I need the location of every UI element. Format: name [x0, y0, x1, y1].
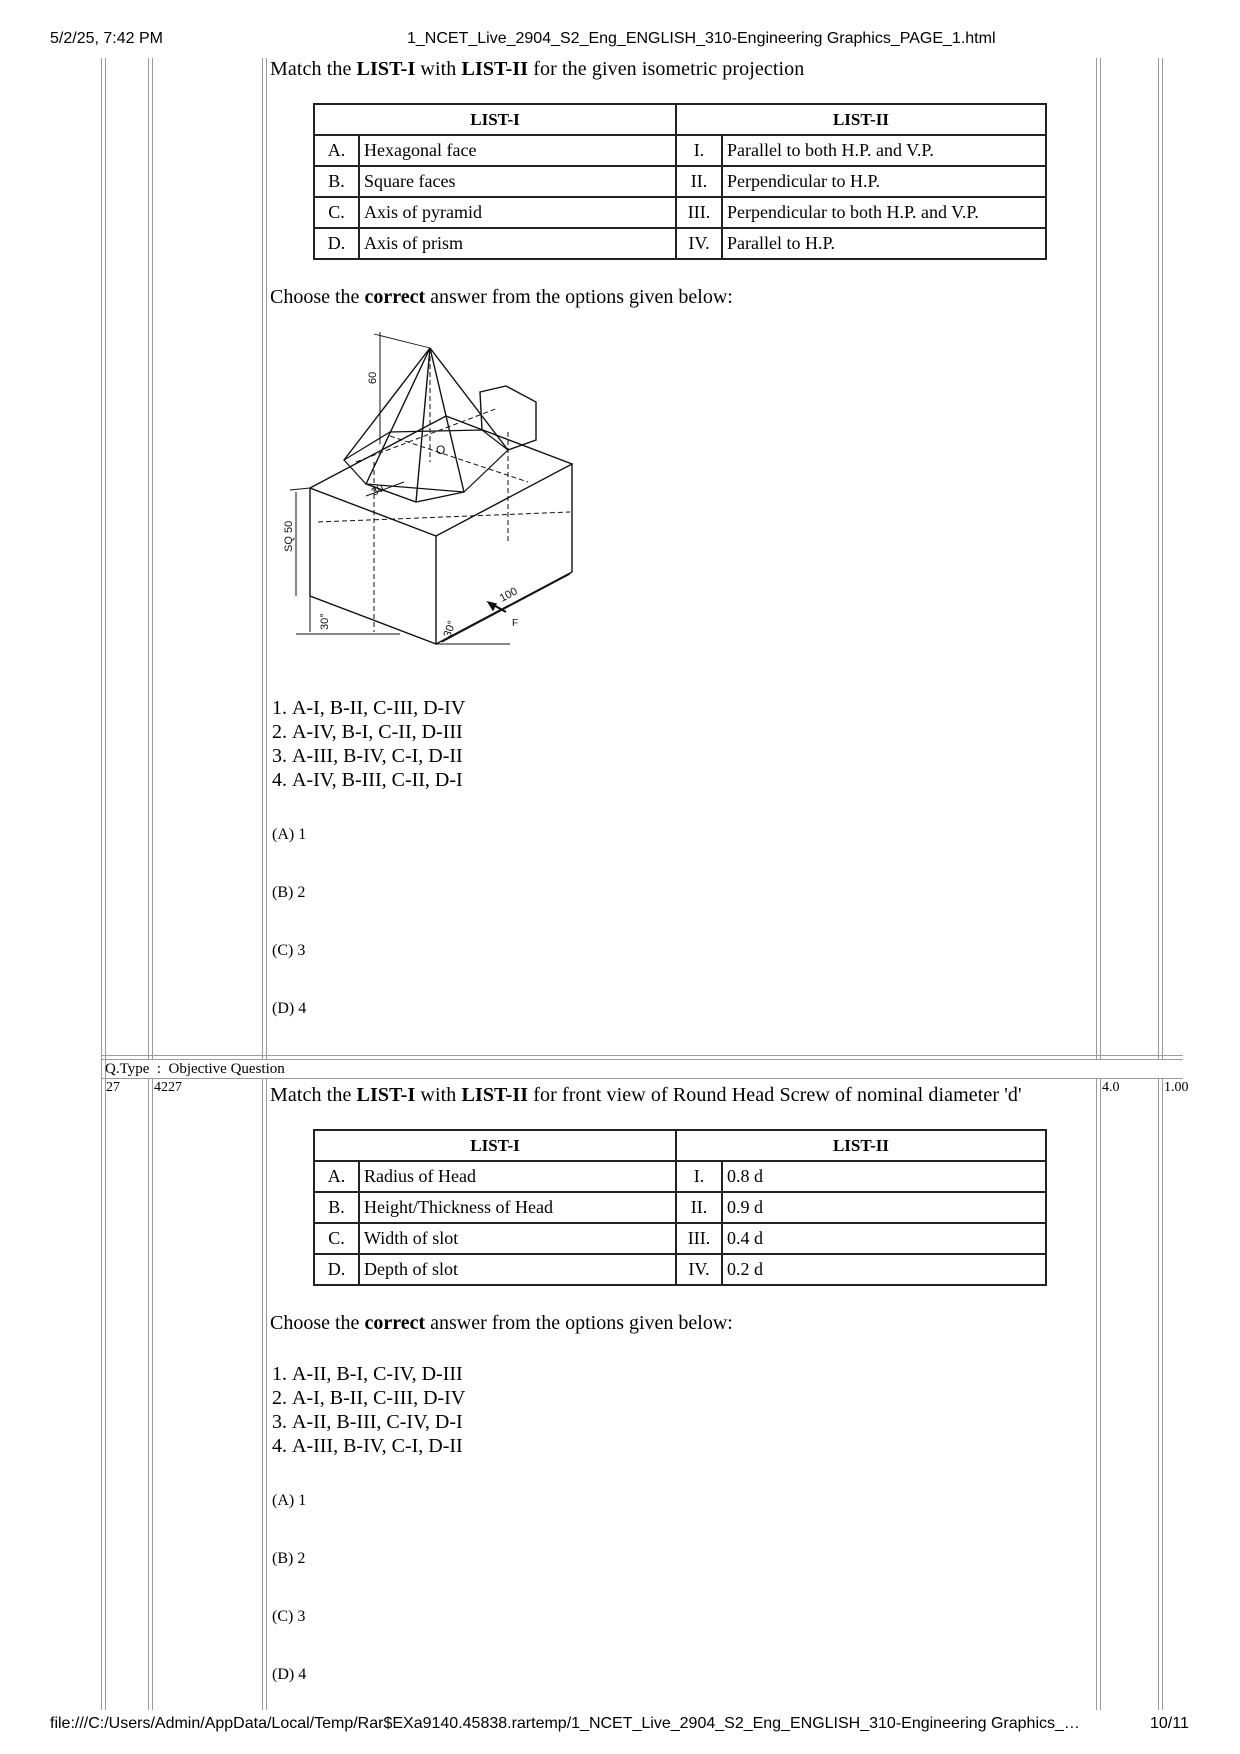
row-label: C. [314, 197, 359, 228]
list-i-item: Square faces [359, 166, 676, 197]
table-row [314, 228, 1046, 259]
list-ii-item: 0.4 d [722, 1223, 1046, 1254]
grid-line [101, 1055, 1183, 1056]
isometric-projection-figure [270, 312, 590, 652]
list-item: 4. A-III, B-IV, C-I, D-II [292, 1434, 465, 1458]
question-text: Match the LIST-I with LIST-II for the given isometric projection [270, 58, 805, 80]
list-i-item: Width of slot [359, 1223, 676, 1254]
row-label: D. [314, 228, 359, 259]
pyramid-edge [344, 348, 430, 460]
table-row [314, 166, 1046, 197]
center-line [318, 512, 570, 522]
row-label: IV. [676, 228, 722, 259]
page-number: 10/11 [1150, 1715, 1189, 1732]
label-f: F [512, 618, 519, 629]
label-100: 100 [497, 585, 520, 605]
list-i-item: Depth of slot [359, 1254, 676, 1285]
center-line [390, 436, 528, 482]
list-ii-item: 0.8 d [722, 1161, 1046, 1192]
list-item: 3. A-III, B-IV, C-I, D-II [292, 744, 465, 768]
option-a[interactable]: (A) 1 [272, 1492, 307, 1509]
table-row [314, 1254, 1046, 1285]
question-id: 4227 [154, 1080, 182, 1095]
view-arrow-head [488, 602, 496, 610]
list-i-item: Hexagonal face [359, 135, 676, 166]
list-i-item: Axis of prism [359, 228, 676, 259]
grid-line [1158, 1078, 1159, 1710]
table-row [314, 1192, 1046, 1223]
grid-line [101, 58, 102, 1710]
pyramid-edge [366, 348, 430, 484]
row-label: I. [676, 1161, 722, 1192]
label-30: 30 [369, 482, 387, 499]
option-c[interactable]: (C) 3 [272, 942, 306, 959]
row-label: I. [676, 135, 722, 166]
grid-line [1162, 1078, 1163, 1710]
label-angle-2: 30° [441, 619, 459, 640]
table-row [314, 1223, 1046, 1254]
question-marks: 4.0 [1102, 1080, 1120, 1095]
grid-line [148, 1078, 149, 1710]
extension-line [374, 334, 430, 348]
grid-line [1162, 58, 1163, 1060]
grid-line [1096, 58, 1097, 1060]
extension-line [290, 488, 310, 490]
list-ii-item: Parallel to H.P. [722, 228, 1046, 259]
print-datetime: 5/2/25, 7:42 PM [50, 30, 163, 47]
print-title: 1_NCET_Live_2904_S2_Eng_ENGLISH_310-Engineering Graphics_PAGE_1.html [407, 30, 996, 47]
row-label: C. [314, 1223, 359, 1254]
question-number: 27 [106, 1080, 120, 1095]
grid-line [101, 1059, 1183, 1060]
option-d[interactable]: (D) 4 [272, 1666, 307, 1683]
grid-line [266, 58, 267, 1060]
list-item: 3. A-II, B-III, C-IV, D-I [292, 1410, 465, 1434]
grid-line [101, 1078, 1183, 1079]
answer-combinations [262, 1362, 465, 1458]
option-a[interactable]: (A) 1 [272, 826, 307, 843]
list-ii-item: Parallel to both H.P. and V.P. [722, 135, 1046, 166]
list-ii-item: 0.2 d [722, 1254, 1046, 1285]
list-ii-item: Perpendicular to both H.P. and V.P. [722, 197, 1046, 228]
option-d[interactable]: (D) 4 [272, 1000, 307, 1017]
instruction-text: Choose the correct answer from the options given below: [270, 286, 733, 308]
option-b[interactable]: (B) 2 [272, 1550, 306, 1567]
list-i-header: LIST-I [314, 1130, 676, 1161]
match-table [313, 1129, 1047, 1286]
grid-line [262, 58, 263, 1060]
list-item: 1. A-II, B-I, C-IV, D-III [292, 1362, 465, 1386]
grid-line [148, 58, 149, 1060]
list-i-header: LIST-I [314, 104, 676, 135]
label-o: O [436, 443, 446, 457]
list-ii-item: 0.9 d [722, 1192, 1046, 1223]
print-footer-path: file:///C:/Users/Admin/AppData/Local/Temp/Rar$EXa9140.45838.rartemp/1_NCET_Live_2904_S2_Eng_ENGLISH_310-Engineering Graphics_… [50, 1715, 1080, 1732]
row-label: D. [314, 1254, 359, 1285]
option-c[interactable]: (C) 3 [272, 1608, 306, 1625]
list-item: 2. A-IV, B-I, C-II, D-III [292, 720, 465, 744]
label-angle-1: 30° [319, 613, 331, 630]
list-ii-item: Perpendicular to H.P. [722, 166, 1046, 197]
hexagon-base [344, 430, 508, 492]
list-item: 1. A-I, B-II, C-III, D-IV [292, 696, 465, 720]
list-item: 4. A-IV, B-III, C-II, D-I [292, 768, 465, 792]
list-i-item: Radius of Head [359, 1161, 676, 1192]
dimension-line-100 [442, 574, 570, 642]
negative-marks: 1.00 [1164, 1080, 1189, 1095]
grid-line [1096, 1078, 1097, 1710]
list-i-item: Axis of pyramid [359, 197, 676, 228]
grid-line [1100, 1078, 1101, 1710]
grid-line [1158, 58, 1159, 1060]
row-label: A. [314, 1161, 359, 1192]
row-label: II. [676, 1192, 722, 1223]
table-row [314, 135, 1046, 166]
option-b[interactable]: (B) 2 [272, 884, 306, 901]
list-ii-header: LIST-II [676, 104, 1046, 135]
grid-line [152, 1078, 153, 1710]
grid-line [1100, 58, 1101, 1060]
row-label: II. [676, 166, 722, 197]
answer-combinations [262, 696, 465, 792]
row-label: III. [676, 197, 722, 228]
row-label: B. [314, 1192, 359, 1223]
row-label: A. [314, 135, 359, 166]
angle-ground-line [296, 596, 400, 634]
list-ii-header: LIST-II [676, 1130, 1046, 1161]
row-label: IV. [676, 1254, 722, 1285]
match-table [313, 103, 1047, 260]
question-type: Q.Type : Objective Question [105, 1061, 285, 1077]
list-item: 2. A-I, B-II, C-III, D-IV [292, 1386, 465, 1410]
label-sq50: SQ 50 [283, 520, 295, 552]
question-text: Match the LIST-I with LIST-II for front view of Round Head Screw of nominal diameter 'd' [270, 1084, 1022, 1106]
prism-top-face [310, 416, 572, 536]
grid-line [152, 58, 153, 1060]
grid-line [105, 58, 106, 1710]
row-label: B. [314, 166, 359, 197]
table-row [314, 1161, 1046, 1192]
table-row [314, 197, 1046, 228]
instruction-text: Choose the correct answer from the options given below: [270, 1312, 733, 1334]
row-label: III. [676, 1223, 722, 1254]
label-60: 60 [367, 371, 379, 384]
list-i-item: Height/Thickness of Head [359, 1192, 676, 1223]
